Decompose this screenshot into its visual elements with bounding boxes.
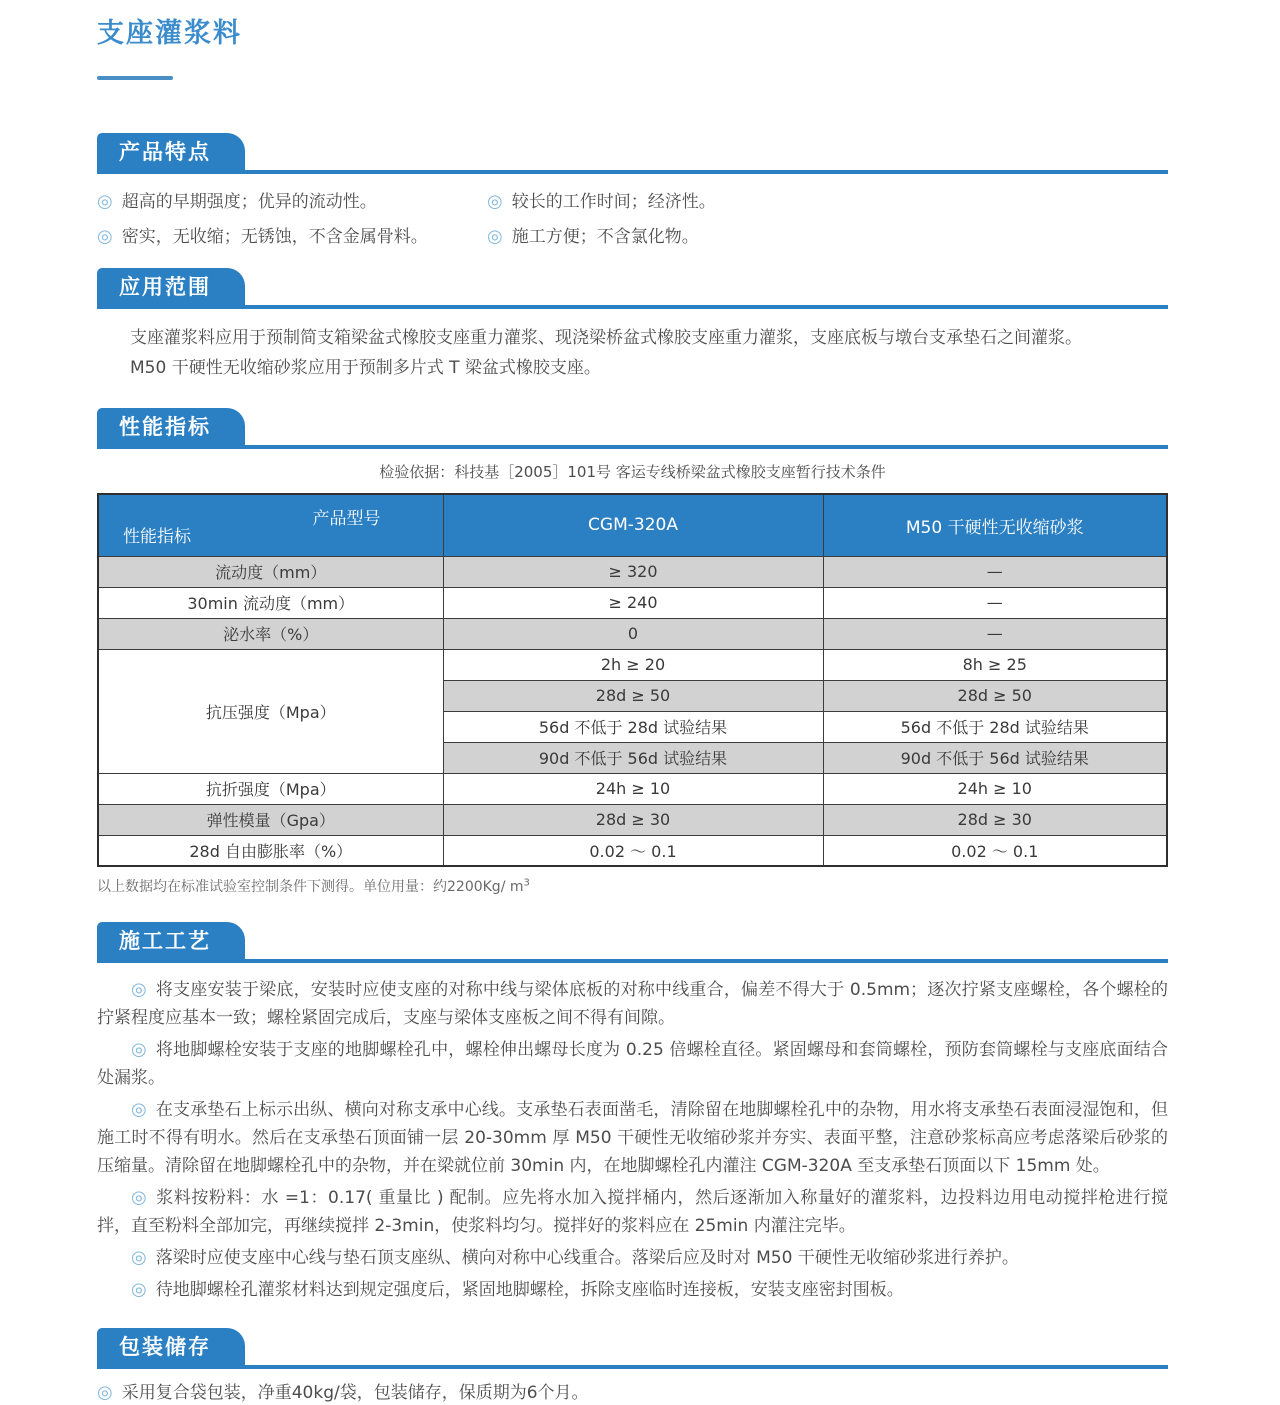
m50-value: —: [823, 618, 1167, 649]
process-text: 将支座安装于梁底，安装时应使支座的对称中线与梁体底板的对称中线重合，偏差不得大于 0.5mm；逐次拧紧支座螺栓，各个螺栓的拧紧程度应基本一致；螺栓紧固完成后，支座与梁体支座板之间不得有间隙。: [97, 980, 1168, 1028]
cgm-value: 56d 不低于 28d 试验结果: [443, 711, 823, 742]
m50-value: 28d ≥ 50: [823, 680, 1167, 711]
process-item: [97, 1184, 1168, 1240]
row-label: 抗折强度（Mpa）: [98, 773, 443, 804]
feature-item: [97, 190, 487, 214]
row-label: 30min 流动度（mm）: [98, 587, 443, 618]
section-header-process: [97, 922, 1168, 963]
table-header-row: [98, 494, 1167, 556]
performance-table: [97, 493, 1168, 867]
m50-value: 24h ≥ 10: [823, 773, 1167, 804]
process-text: 浆料按粉料：水 =1：0.17( 重量比 ) 配制。应先将水加入搅拌桶内，然后逐渐加入称量好的灌浆料，边投料边用电动搅拌枪进行搅拌，直至粉料全部加完，再继续搅拌 2-3min，使浆料均匀。搅拌好的浆料应在 25min 内灌注完毕。: [97, 1188, 1168, 1236]
bullseye-bullet-icon: ◎: [97, 191, 113, 212]
section-header-performance: [97, 408, 1168, 449]
page-title: 支座灌浆料: [97, 18, 242, 49]
cgm-value: 90d 不低于 56d 试验结果: [443, 742, 823, 773]
m50-value: —: [823, 556, 1167, 587]
footnote-superscript: 3: [523, 877, 530, 889]
section-header-packaging: [97, 1328, 1168, 1369]
cgm-value: 24h ≥ 10: [443, 773, 823, 804]
bullseye-bullet-icon: ◎: [487, 191, 503, 212]
m50-value: 56d 不低于 28d 试验结果: [823, 711, 1167, 742]
packaging-item: [97, 1382, 1168, 1404]
process-text: 将地脚螺栓安装于支座的地脚螺栓孔中，螺栓伸出螺母长度为 0.25 倍螺栓直径。紧固螺母和套筒螺栓，预防套筒螺栓与支座底面结合处漏浆。: [97, 1040, 1168, 1088]
bullseye-bullet-icon: ◎: [97, 1382, 113, 1403]
bullseye-bullet-icon: ◎: [131, 1099, 147, 1120]
corner-label-performance-index: 性能指标: [123, 526, 191, 547]
m50-value: 0.02 ～ 0.1: [823, 835, 1167, 866]
process-list: [97, 976, 1168, 1304]
process-item: [97, 1276, 1168, 1304]
application-text: [97, 323, 1168, 383]
process-text: 待地脚螺栓孔灌浆材料达到规定强度后，紧固地脚螺栓，拆除支座临时连接板，安装支座密封围板。: [155, 1280, 904, 1300]
column-header-m50: M50 干硬性无收缩砂浆: [823, 494, 1167, 556]
table-footnote: [97, 876, 1168, 896]
process-item: [97, 1036, 1168, 1092]
corner-label-product-model: 产品型号: [312, 509, 381, 529]
m50-value: —: [823, 587, 1167, 618]
row-label: 泌水率（%）: [98, 618, 443, 649]
cgm-value: ≥ 240: [443, 587, 823, 618]
bullseye-bullet-icon: ◎: [131, 979, 147, 1000]
application-paragraph: M50 干硬性无收缩砂浆应用于预制多片式 T 梁盆式橡胶支座。: [130, 358, 601, 378]
row-label-compressive-strength: 抗压强度（Mpa）: [98, 649, 443, 773]
title-divider: [97, 76, 173, 80]
features-list: [97, 190, 1168, 249]
table-row: [98, 556, 1167, 587]
section-tab-process: 施工工艺: [97, 922, 245, 959]
section-tab-features: 产品特点: [97, 133, 245, 170]
feature-item: [97, 225, 487, 249]
table-row: [98, 835, 1167, 866]
m50-value: 90d 不低于 56d 试验结果: [823, 742, 1167, 773]
row-label: 28d 自由膨胀率（%）: [98, 835, 443, 866]
cgm-value: 28d ≥ 30: [443, 804, 823, 835]
table-row: [98, 618, 1167, 649]
table-row: [98, 804, 1167, 835]
bullseye-bullet-icon: ◎: [131, 1279, 147, 1300]
feature-text: 超高的早期强度；优异的流动性。: [121, 192, 377, 212]
feature-text: 较长的工作时间；经济性。: [511, 192, 716, 212]
table-corner-cell: [98, 494, 443, 556]
process-text: 在支承垫石上标示出纵、横向对称支承中心线。支承垫石表面凿毛，清除留在地脚螺栓孔中的杂物，用水将支承垫石表面浸湿饱和，但施工时不得有明水。然后在支承垫石顶面铺一层 20-30mm 厚 M50 干硬性无收缩砂浆并夯实、表面平整，注意砂浆标高应考虑落梁后砂浆的压缩量。清除留在地脚螺栓孔中的杂物，并在梁就位前 30min 内，在地脚螺栓孔内灌注 CGM-320A 至支承垫石顶面以下 15mm 处。: [97, 1100, 1168, 1176]
process-item: [97, 976, 1168, 1032]
packaging-text: 采用复合袋包装，净重40kg/袋，包装储存，保质期为6个月。: [121, 1383, 589, 1403]
test-basis-text: 检验依据：科技基［2005］101号 客运专线桥梁盆式橡胶支座暂行技术条件: [379, 463, 886, 481]
m50-value: 28d ≥ 30: [823, 804, 1167, 835]
row-label: 流动度（mm）: [98, 556, 443, 587]
m50-value: 8h ≥ 25: [823, 649, 1167, 680]
table-row: [98, 773, 1167, 804]
process-text: 落梁时应使支座中心线与垫石顶支座纵、横向对称中心线重合。落梁后应及时对 M50 干硬性无收缩砂浆进行养护。: [155, 1248, 1019, 1268]
cgm-value: 2h ≥ 20: [443, 649, 823, 680]
cgm-value: 0: [443, 618, 823, 649]
feature-item: [487, 190, 1168, 214]
bullseye-bullet-icon: ◎: [131, 1187, 148, 1208]
section-tab-packaging: 包装储存: [97, 1328, 245, 1365]
table-row: [98, 587, 1167, 618]
row-label: 弹性模量（Gpa）: [98, 804, 443, 835]
bullseye-bullet-icon: ◎: [97, 226, 113, 247]
process-item: [97, 1244, 1168, 1272]
section-header-application: [97, 268, 1168, 309]
process-item: [97, 1096, 1168, 1180]
bullseye-bullet-icon: ◎: [487, 226, 503, 247]
section-tab-application: 应用范围: [97, 268, 245, 305]
column-header-cgm: CGM-320A: [443, 494, 823, 556]
feature-item: [487, 225, 1168, 249]
section-tab-performance: 性能指标: [97, 408, 245, 445]
bullseye-bullet-icon: ◎: [131, 1039, 147, 1060]
feature-text: 施工方便；不含氯化物。: [511, 227, 699, 247]
cgm-value: ≥ 320: [443, 556, 823, 587]
bullseye-bullet-icon: ◎: [131, 1247, 147, 1268]
footnote-text: 以上数据均在标准试验室控制条件下测得。单位用量：约2200Kg/ m: [97, 879, 524, 895]
table-row: [98, 649, 1167, 680]
feature-text: 密实，无收缩；无锈蚀，不含金属骨料。: [121, 227, 428, 247]
cgm-value: 28d ≥ 50: [443, 680, 823, 711]
cgm-value: 0.02 ～ 0.1: [443, 835, 823, 866]
application-paragraph: 支座灌浆料应用于预制简支箱梁盆式橡胶支座重力灌浆、现浇梁桥盆式橡胶支座重力灌浆，支座底板与墩台支承垫石之间灌浆。: [130, 328, 1082, 348]
section-header-features: [97, 133, 1168, 174]
